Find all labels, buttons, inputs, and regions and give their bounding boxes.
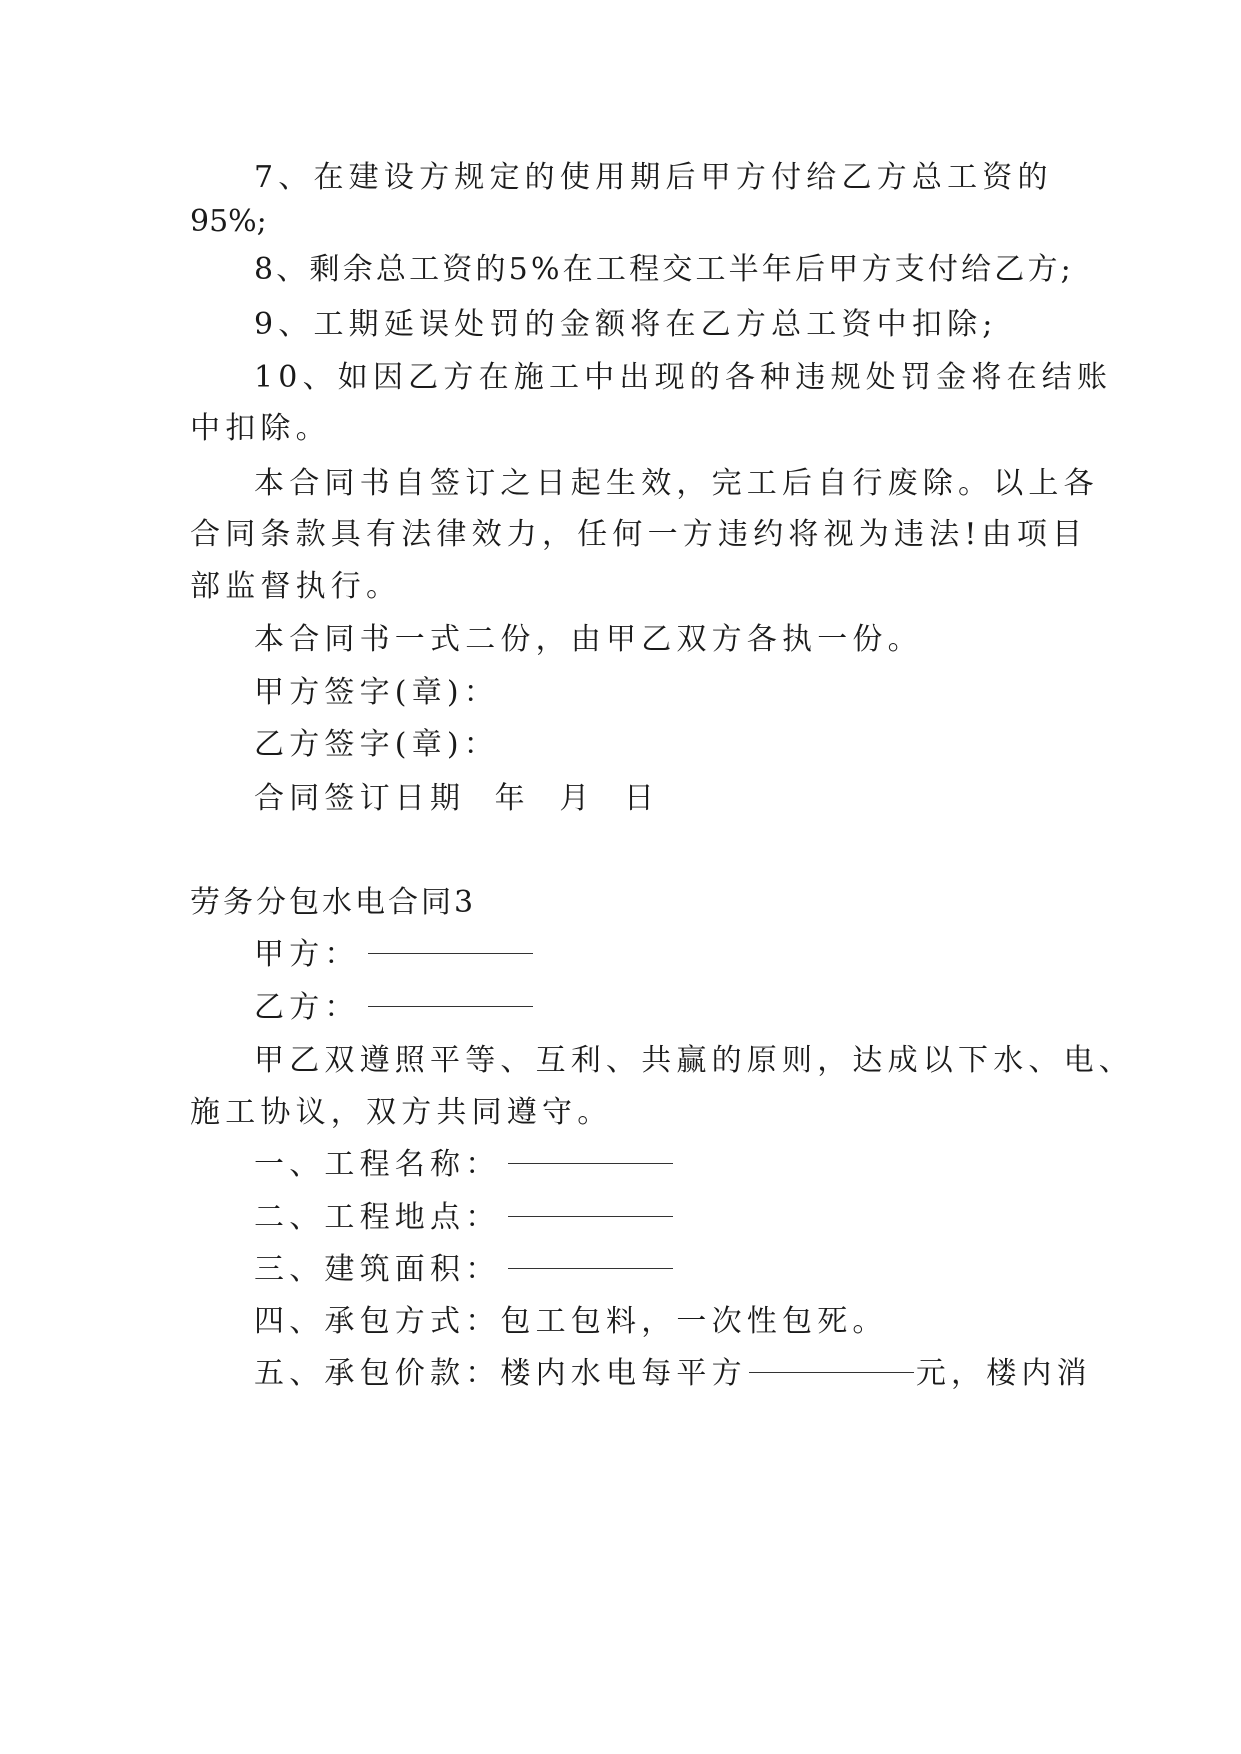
- effect-paragraph-line-2: 合同条款具有法律效力，任何一方违约将视为违法!由项目: [190, 517, 1088, 552]
- clause-9-line: 9、工期延误处罚的金额将在乙方总工资中扣除;: [254, 307, 998, 342]
- party-b-label: 乙方：: [254, 990, 360, 1025]
- party-a-blank: [368, 951, 533, 954]
- party-b-signature-line: 乙方签字(章)：: [254, 727, 500, 762]
- project-name-label: 一、工程名称：: [254, 1147, 501, 1182]
- clause-7-line-1: 7、在建设方规定的使用期后甲方付给乙方总工资的: [254, 160, 1053, 195]
- party-b-blank: [368, 1004, 533, 1007]
- project-location-label: 二、工程地点：: [254, 1200, 501, 1235]
- building-area-line: [254, 1247, 673, 1293]
- copies-line: 本合同书一式二份，由甲乙双方各执一份。: [254, 622, 923, 657]
- party-a-label: 甲方：: [254, 937, 360, 972]
- party-a-signature-line: 甲方签字(章)：: [254, 675, 500, 710]
- contract-price-prefix: 五、承包价款：楼内水电每平方: [254, 1356, 747, 1391]
- effect-paragraph-line-1: 本合同书自签订之日起生效，完工后自行废除。以上各: [254, 466, 1099, 501]
- project-location-blank: [508, 1214, 673, 1217]
- effect-paragraph-line-3: 部监督执行。: [190, 569, 402, 604]
- clause-10-line-2: 中扣除。: [190, 411, 331, 446]
- party-a-line: [254, 932, 533, 978]
- project-location-line: [254, 1195, 673, 1241]
- intro-line-2: 施工协议，双方共同遵守。: [190, 1095, 613, 1130]
- clause-7-line-2: 95%;: [190, 204, 267, 239]
- contract-price-line: [254, 1351, 1092, 1397]
- project-name-line: [254, 1142, 673, 1188]
- project-name-blank: [508, 1161, 673, 1164]
- contract-method-line: 四、承包方式：包工包料，一次性包死。: [254, 1304, 888, 1339]
- clause-10-line-1: 10、如因乙方在施工中出现的各种违规处罚金将在结账: [254, 360, 1113, 395]
- contract-price-blank: [749, 1370, 914, 1373]
- intro-line-1: 甲乙双遵照平等、互利、共赢的原则，达成以下水、电、: [254, 1043, 1134, 1078]
- section-title: 劳务分包水电合同3: [190, 885, 477, 920]
- building-area-blank: [508, 1266, 673, 1269]
- clause-8-line: 8、剩余总工资的5%在工程交工半年后甲方支付给乙方;: [254, 252, 1074, 287]
- contract-price-suffix: 元，楼内消: [915, 1356, 1092, 1391]
- signing-date-line: 合同签订日期 年 月 日: [254, 781, 660, 816]
- building-area-label: 三、建筑面积：: [254, 1252, 501, 1287]
- party-b-line: [254, 985, 533, 1031]
